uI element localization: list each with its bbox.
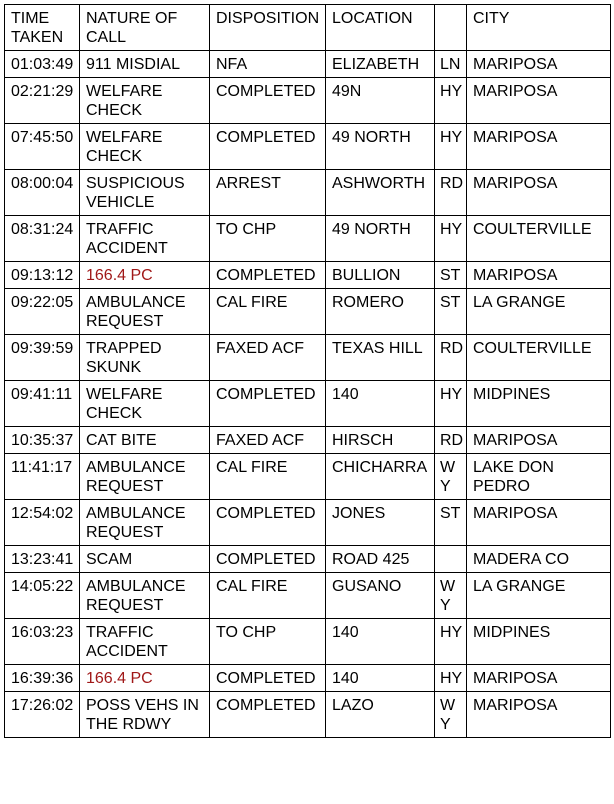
cell-nature-of-call: 911 MISDIAL	[80, 51, 210, 78]
cell-location: JONES	[326, 500, 435, 546]
cell-city: COULTERVILLE	[467, 216, 611, 262]
cell-location: CHICHARRA	[326, 454, 435, 500]
cell-street-suffix: RD	[435, 170, 467, 216]
cell-time-taken: 10:35:37	[5, 427, 80, 454]
cell-city: LA GRANGE	[467, 289, 611, 335]
table-row	[5, 454, 611, 500]
cell-nature-of-call: AMBULANCE REQUEST	[80, 454, 210, 500]
header-location: LOCATION	[326, 5, 435, 51]
cell-street-suffix: RD	[435, 427, 467, 454]
cell-nature-of-call: 166.4 PC	[80, 665, 210, 692]
cell-disposition: COMPLETED	[210, 78, 326, 124]
cell-nature-of-call: WELFARE CHECK	[80, 381, 210, 427]
table-row	[5, 170, 611, 216]
cell-city: MARIPOSA	[467, 427, 611, 454]
cell-city: LAKE DON PEDRO	[467, 454, 611, 500]
table-row	[5, 124, 611, 170]
cell-disposition: COMPLETED	[210, 665, 326, 692]
cell-time-taken: 16:03:23	[5, 619, 80, 665]
cell-location: HIRSCH	[326, 427, 435, 454]
table-row	[5, 500, 611, 546]
cell-disposition: FAXED ACF	[210, 335, 326, 381]
table-row	[5, 289, 611, 335]
cell-disposition: COMPLETED	[210, 124, 326, 170]
cell-location: ASHWORTH	[326, 170, 435, 216]
table-row	[5, 51, 611, 78]
cell-city: COULTERVILLE	[467, 335, 611, 381]
cell-location: 49 NORTH	[326, 216, 435, 262]
cell-time-taken: 07:45:50	[5, 124, 80, 170]
cell-time-taken: 08:31:24	[5, 216, 80, 262]
cell-disposition: TO CHP	[210, 619, 326, 665]
cell-nature-of-call: CAT BITE	[80, 427, 210, 454]
cell-disposition: ARREST	[210, 170, 326, 216]
cell-city: MARIPOSA	[467, 665, 611, 692]
cell-city: MARIPOSA	[467, 78, 611, 124]
cell-location: 49 NORTH	[326, 124, 435, 170]
cell-nature-of-call: SCAM	[80, 546, 210, 573]
cell-nature-of-call: POSS VEHS IN THE RDWY	[80, 692, 210, 738]
cell-disposition: COMPLETED	[210, 500, 326, 546]
cell-time-taken: 12:54:02	[5, 500, 80, 546]
header-time-taken: TIME TAKEN	[5, 5, 80, 51]
table-row	[5, 665, 611, 692]
cell-time-taken: 08:00:04	[5, 170, 80, 216]
cell-city: MIDPINES	[467, 381, 611, 427]
cell-city: MARIPOSA	[467, 170, 611, 216]
table-row	[5, 546, 611, 573]
cell-street-suffix: HY	[435, 619, 467, 665]
cell-location: TEXAS HILL	[326, 335, 435, 381]
cell-time-taken: 16:39:36	[5, 665, 80, 692]
table-row	[5, 335, 611, 381]
cell-nature-of-call: WELFARE CHECK	[80, 124, 210, 170]
table-row	[5, 216, 611, 262]
cell-street-suffix: WY	[435, 692, 467, 738]
table-row	[5, 573, 611, 619]
cell-street-suffix: HY	[435, 124, 467, 170]
table-row	[5, 427, 611, 454]
cell-location: 140	[326, 665, 435, 692]
cell-street-suffix: HY	[435, 216, 467, 262]
cell-street-suffix: LN	[435, 51, 467, 78]
header-city: CITY	[467, 5, 611, 51]
cell-nature-of-call: WELFARE CHECK	[80, 78, 210, 124]
header-disposition: DISPOSITION	[210, 5, 326, 51]
cell-disposition: COMPLETED	[210, 381, 326, 427]
table-row	[5, 619, 611, 665]
cell-nature-of-call: AMBULANCE REQUEST	[80, 500, 210, 546]
cell-disposition: FAXED ACF	[210, 427, 326, 454]
cell-location: BULLION	[326, 262, 435, 289]
cell-nature-of-call: TRAPPED SKUNK	[80, 335, 210, 381]
cell-location: LAZO	[326, 692, 435, 738]
cell-disposition: CAL FIRE	[210, 289, 326, 335]
cell-disposition: COMPLETED	[210, 546, 326, 573]
cell-nature-of-call: AMBULANCE REQUEST	[80, 289, 210, 335]
cell-time-taken: 17:26:02	[5, 692, 80, 738]
call-log-header	[5, 5, 611, 51]
cell-location: 140	[326, 381, 435, 427]
cell-nature-of-call: AMBULANCE REQUEST	[80, 573, 210, 619]
cell-time-taken: 01:03:49	[5, 51, 80, 78]
header-street-suffix	[435, 5, 467, 51]
cell-location: ROMERO	[326, 289, 435, 335]
table-row	[5, 78, 611, 124]
cell-street-suffix: HY	[435, 381, 467, 427]
cell-city: MIDPINES	[467, 619, 611, 665]
cell-nature-of-call: TRAFFIC ACCIDENT	[80, 216, 210, 262]
cell-time-taken: 09:22:05	[5, 289, 80, 335]
call-log-table	[4, 4, 611, 738]
cell-location: ROAD 425	[326, 546, 435, 573]
cell-street-suffix: ST	[435, 500, 467, 546]
header-nature-of-call: NATURE OF CALL	[80, 5, 210, 51]
cell-city: LA GRANGE	[467, 573, 611, 619]
cell-street-suffix: WY	[435, 454, 467, 500]
cell-street-suffix: HY	[435, 665, 467, 692]
cell-time-taken: 14:05:22	[5, 573, 80, 619]
cell-nature-of-call: 166.4 PC	[80, 262, 210, 289]
cell-street-suffix	[435, 546, 467, 573]
cell-location: 49N	[326, 78, 435, 124]
cell-street-suffix: WY	[435, 573, 467, 619]
cell-time-taken: 09:41:11	[5, 381, 80, 427]
cell-city: MARIPOSA	[467, 692, 611, 738]
table-row	[5, 692, 611, 738]
cell-time-taken: 11:41:17	[5, 454, 80, 500]
cell-city: MARIPOSA	[467, 51, 611, 78]
cell-city: MADERA CO	[467, 546, 611, 573]
cell-street-suffix: ST	[435, 289, 467, 335]
cell-disposition: CAL FIRE	[210, 454, 326, 500]
call-log-body	[5, 51, 611, 738]
cell-time-taken: 02:21:29	[5, 78, 80, 124]
cell-disposition: COMPLETED	[210, 692, 326, 738]
cell-disposition: COMPLETED	[210, 262, 326, 289]
cell-disposition: TO CHP	[210, 216, 326, 262]
table-row	[5, 262, 611, 289]
cell-street-suffix: ST	[435, 262, 467, 289]
table-row	[5, 381, 611, 427]
cell-disposition: NFA	[210, 51, 326, 78]
cell-time-taken: 09:39:59	[5, 335, 80, 381]
cell-disposition: CAL FIRE	[210, 573, 326, 619]
cell-city: MARIPOSA	[467, 262, 611, 289]
cell-time-taken: 13:23:41	[5, 546, 80, 573]
cell-street-suffix: RD	[435, 335, 467, 381]
cell-nature-of-call: SUSPICIOUS VEHICLE	[80, 170, 210, 216]
cell-time-taken: 09:13:12	[5, 262, 80, 289]
cell-location: ELIZABETH	[326, 51, 435, 78]
cell-nature-of-call: TRAFFIC ACCIDENT	[80, 619, 210, 665]
cell-city: MARIPOSA	[467, 124, 611, 170]
cell-location: 140	[326, 619, 435, 665]
cell-street-suffix: HY	[435, 78, 467, 124]
cell-location: GUSANO	[326, 573, 435, 619]
cell-city: MARIPOSA	[467, 500, 611, 546]
header-row	[5, 5, 611, 51]
